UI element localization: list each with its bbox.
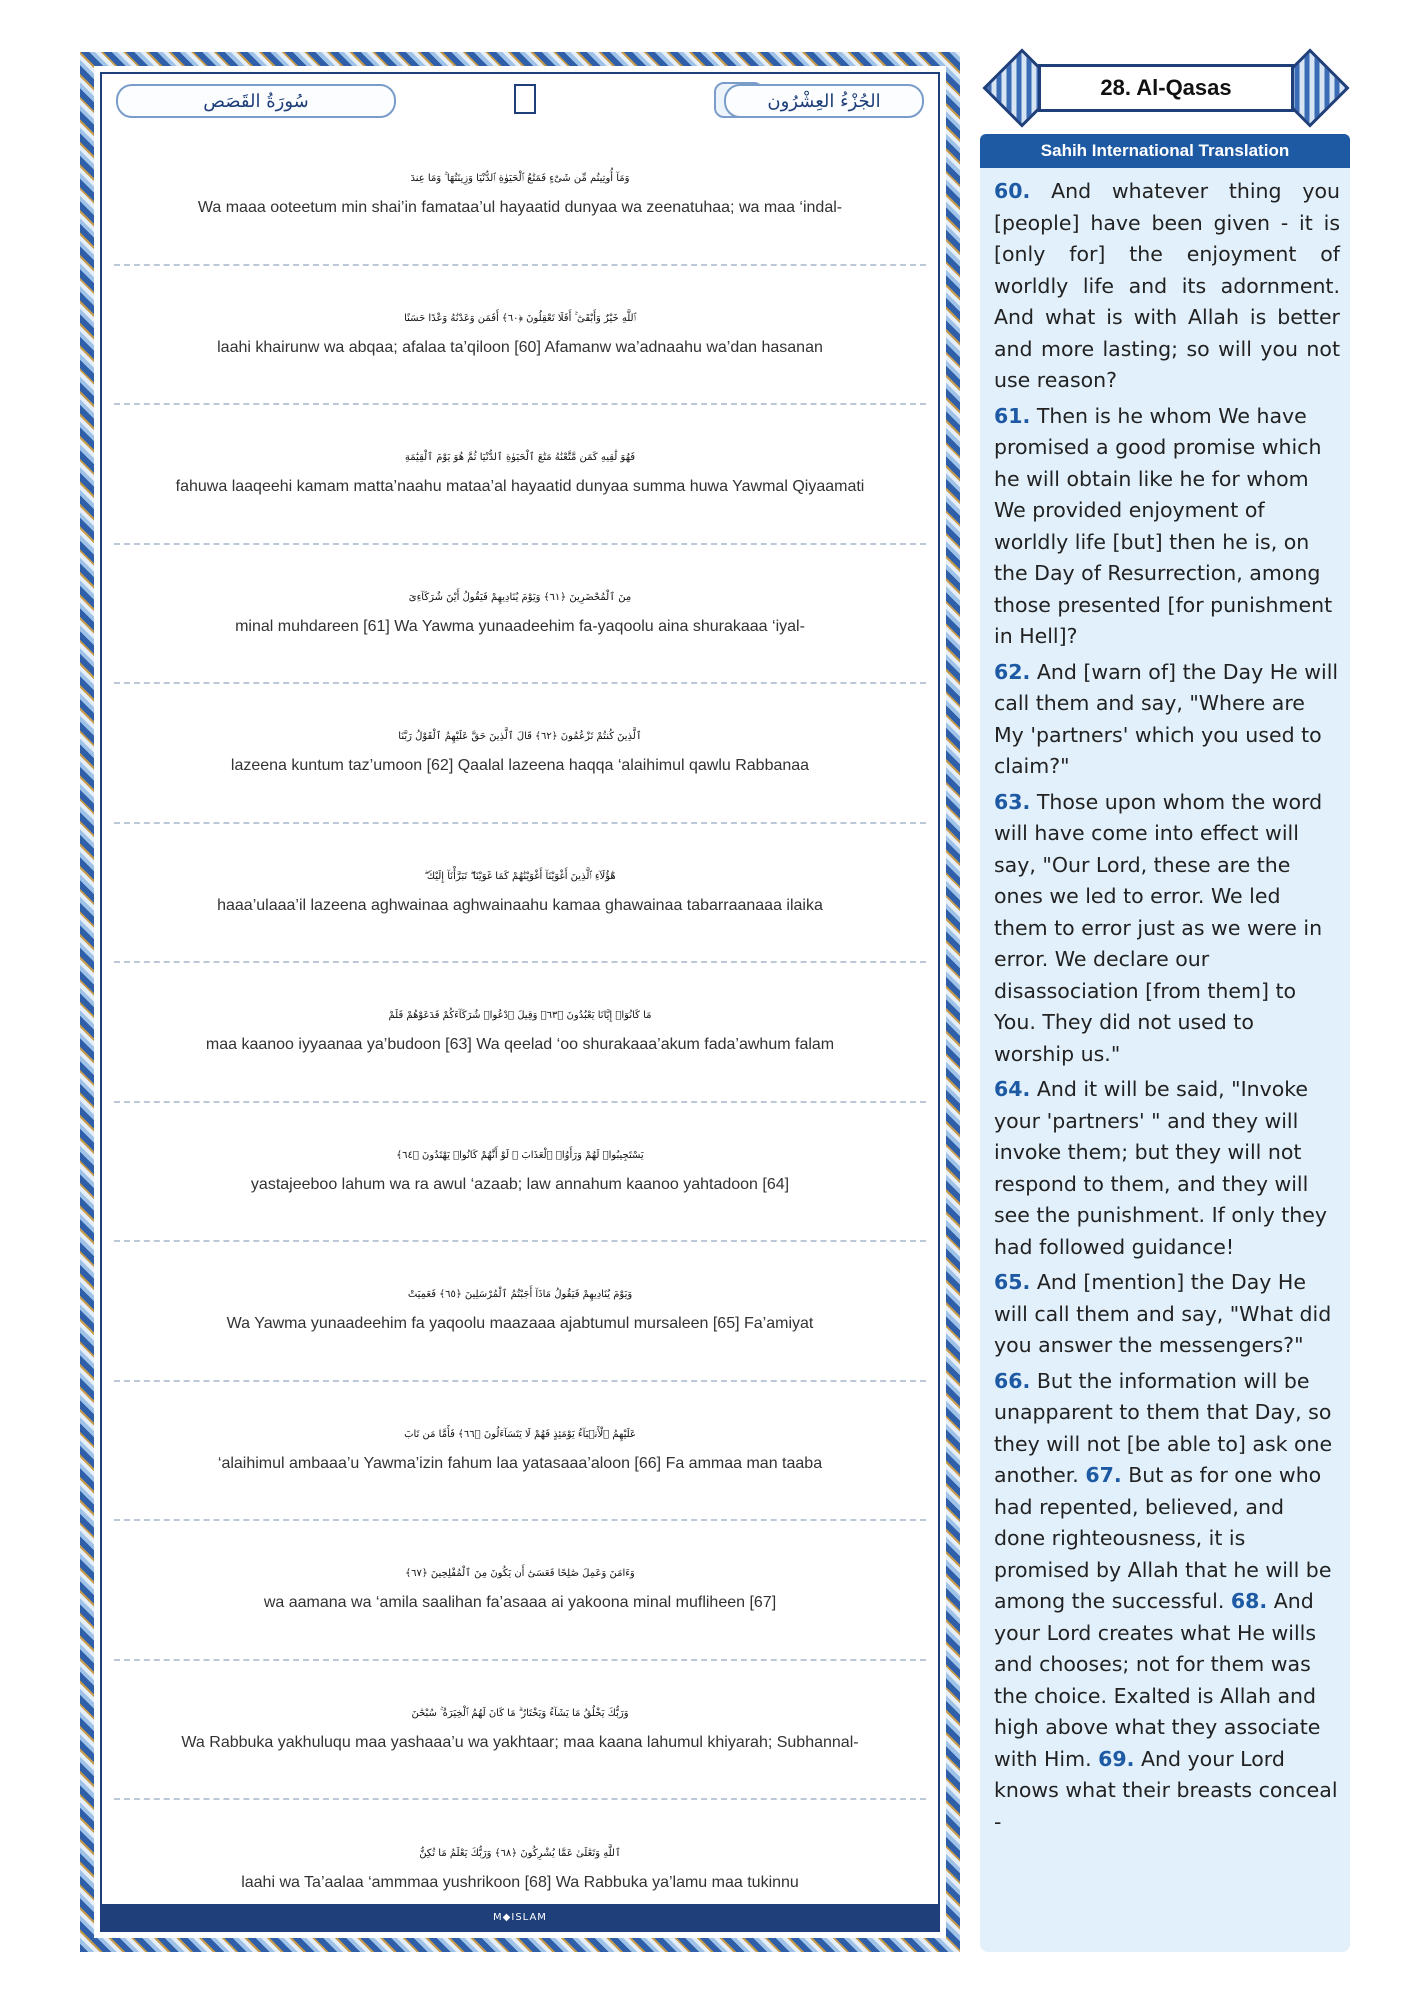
transliteration-text: minal muhdareen [61] Wa Yawma yunaadeehim fa-yaqoolu aina shurakaaa ‘iyal- xyxy=(235,617,805,635)
transliteration-text: ‘alaihimul ambaaa’u Yawma’izin fahum laa yatasaaa’aloon [66] Fa ammaa man taaba xyxy=(217,1454,823,1472)
verse-line xyxy=(114,1242,926,1382)
transliteration-text: yastajeeboo lahum wa ra awul ‘azaab; law annahum kaanoo yahtadoon [64] xyxy=(250,1175,790,1193)
translation-verse xyxy=(994,657,1340,783)
translation-header: Sahih International Translation xyxy=(980,134,1350,168)
verse-text: And your Lord creates what He wills and chooses; not for them was the choice. Exalted is Allah and high above what they associate with Him. xyxy=(994,1589,1321,1771)
brand-logo: M◆ISLAM xyxy=(485,1910,555,1925)
transliteration-text: laahi wa Ta’aalaa ‘ammmaa yushrikoon [68] Wa Rabbuka ya’lamu maa tukinnu xyxy=(241,1874,799,1892)
verse-line xyxy=(114,1103,926,1243)
transliteration-text: Wa Yawma yunaadeehim fa yaqoolu maazaaa ajabtumul mursaleen [65] Fa’amiyat xyxy=(226,1315,814,1333)
quran-page-frame xyxy=(100,72,940,1932)
arabic-text: وَمَآ أُوتِيتُم مِّن شَىْءٍ فَمَتَٰعُ ٱلْحَيَوٰةِ ٱلدُّنْيَا وَزِينَتُهَا ۚ وَمَا عِندَ xyxy=(410,173,630,185)
verse-number: 68. xyxy=(1230,1589,1268,1613)
arabic-text: ٱللَّهِ وَتَعَٰلَىٰ عَمَّا يُشْرِكُونَ ﴿٦٨﴾ وَرَبُّكَ يَعْلَمُ مَا تُكِنُّ xyxy=(419,1848,621,1860)
surah-title: 28. Al-Qasas xyxy=(1038,64,1294,112)
juz-header-label: الجُزْءُ العِشْرُون xyxy=(724,84,924,118)
translation-body xyxy=(980,168,1350,1838)
verse-lines xyxy=(114,126,926,1940)
surah-header-label: سُورَةُ القَصَص xyxy=(116,84,396,118)
verse-line xyxy=(114,1382,926,1522)
translation-verse xyxy=(994,1074,1340,1263)
verse-text: Then is he whom We have promised a good promise which he will obtain like he for whom We provided enjoyment of worldly life [but] then he is, on the Day of Resurrection, among those presented [for punishment in Hell]? xyxy=(994,403,1333,648)
verse-line xyxy=(114,1661,926,1801)
verse-number: 67. xyxy=(1085,1463,1122,1487)
verse-line xyxy=(114,545,926,685)
page-header xyxy=(116,80,924,120)
verse-line xyxy=(114,405,926,545)
arabic-text: وَرَبُّكَ يَخْلُقُ مَا يَشَآءُ وَيَخْتَارُ ۗ مَا كَانَ لَهُمُ ٱلْخِيَرَةُ ۚ سُبْحَٰنَ xyxy=(411,1707,629,1719)
transliteration-text: Wa maaa ooteetum min shai’in famataa’ul hayaatid dunyaa wa zeenatuhaa; wa maa ‘indal- xyxy=(197,199,843,217)
translation-verse xyxy=(994,176,1340,397)
arabic-text: وَيَوْمَ يُنَادِيهِمْ فَيَقُولُ مَاذَآ أَجَبْتُمُ ٱلْمُرْسَلِينَ ﴿٦٥﴾ فَعَمِيَتْ xyxy=(407,1289,633,1301)
verse-number: 69. xyxy=(1098,1746,1135,1771)
verse-number: 66. xyxy=(994,1368,1031,1393)
verse-text: Those upon whom the word will have come into effect will say, "Our Lord, these are the ones we led to error. We led them to error just as we were in error. We declare our disassociation [from them] to You. They did not used to worship us." xyxy=(994,789,1323,1066)
verse-number: 63. xyxy=(994,789,1031,814)
verse-text: And it will be said, "Invoke your 'partners' " and they will invoke them; but they will not respond to them, and they will see the punishment. If only they had followed guidance! xyxy=(994,1077,1328,1259)
verse-text: And [warn of] the Day He will call them and say, "Where are My 'partners' which you used to claim?" xyxy=(994,659,1339,778)
arabic-text: مَا كَانُوٓا۟ إِيَّانَا يَعْبُدُونَ ﴿٦٣﴾ وَقِيلَ ٱدْعُوا۟ شُرَكَآءَكُمْ فَدَعَوْهُمْ فَلَمْ xyxy=(388,1010,652,1022)
arabic-text: ٱلَّذِينَ كُنتُمْ تَزْعُمُونَ ﴿٦٢﴾ قَالَ ٱلَّذِينَ حَقَّ عَلَيْهِمُ ٱلْقَوْلُ رَبَّنَا xyxy=(398,731,642,743)
arabic-text: عَلَيْهِمُ ٱلْأَنۢبَآءُ يَوْمَئِذٍ فَهُمْ لَا يَتَسَآءَلُونَ ﴿٦٦﴾ فَأَمَّا مَن تَابَ xyxy=(404,1428,636,1440)
translation-verse xyxy=(994,401,1340,653)
verse-number: 61. xyxy=(994,403,1031,428)
arabic-text: ٱللَّهِ خَيْرٌ وَأَبْقَىٰٓ ۚ أَفَلَا تَعْقِلُونَ ﴿٦٠﴾ أَفَمَن وَعَدْنَٰهُ وَعْدًا حَسَنًا xyxy=(404,312,636,324)
transliteration-text: Wa Rabbuka yakhuluqu maa yashaaa’u wa yakhtaar; maa kaana lahumul khiyarah; Subhannal- xyxy=(181,1733,859,1751)
verse-text: And your Lord knows what their breasts conceal - xyxy=(994,1746,1338,1834)
verse-number: 64. xyxy=(994,1077,1031,1101)
translation-panel xyxy=(980,134,1350,1952)
verse-line xyxy=(114,126,926,266)
translation-verse xyxy=(994,787,1340,1071)
page-footer xyxy=(102,1904,938,1930)
transliteration-text: lazeena kuntum taz’umoon [62] Qaalal lazeena haqqa ‘alaihimul qawlu Rabbanaa xyxy=(230,757,810,775)
verse-text: And whatever thing you [people] have been given - it is [only for] the enjoyment of worldly life and its adornment. And what is with Allah is better and more lasting; so will you not use reason? xyxy=(994,179,1340,392)
verse-line xyxy=(114,266,926,406)
transliteration-text: maa kaanoo iyyaanaa ya’budoon [63] Wa qeelad ‘oo shurakaaa’akum fada’awhum falam xyxy=(205,1036,835,1054)
arabic-text: هَٰٓؤُلَآءِ ٱلَّذِينَ أَغْوَيْنَآ أَغْوَيْنَٰهُمْ كَمَا غَوَيْنَا ۖ تَبَرَّأْنَآ إِلَيْكَ ۖ xyxy=(424,870,616,882)
transliteration-text: laahi khairunw wa abqaa; afalaa ta’qiloon [60] Afamanw wa’adnaahu wa’dan hasanan xyxy=(217,338,823,356)
translation-verse xyxy=(994,1267,1340,1362)
translation-verse xyxy=(994,1366,1340,1839)
verse-number: 65. xyxy=(994,1270,1031,1294)
verse-number: 62. xyxy=(994,659,1031,684)
verse-line xyxy=(114,684,926,824)
verse-line xyxy=(114,963,926,1103)
surah-banner xyxy=(986,56,1346,120)
page-marker-icon xyxy=(514,84,536,114)
arabic-text: فَهُوَ لَٰقِيهِ كَمَن مَّتَّعْنَٰهُ مَتَٰعَ ٱلْحَيَوٰةِ ٱلدُّنْيَا ثُمَّ هُوَ يَوْمَ ٱلْقِيَٰمَةِ xyxy=(404,452,636,464)
verse-line xyxy=(114,1521,926,1661)
transliteration-text: fahuwa laaqeehi kamam matta’naahu mataa’al hayaatid dunyaa summa huwa Yawmal Qiyaamati xyxy=(175,478,865,496)
arabic-text: مِنَ ٱلْمُحْضَرِينَ ﴿٦١﴾ وَيَوْمَ يُنَادِيهِمْ فَيَقُولُ أَيْنَ شُرَكَآءِىَ xyxy=(408,591,632,603)
verse-text: But the information will be unapparent to them that Day, so they will not [be able to] ask one another. xyxy=(994,1368,1333,1487)
transliteration-text: wa aamana wa ‘amila saalihan fa’asaaa ai yakoona minal mufliheen [67] xyxy=(263,1594,777,1612)
verse-text: And [mention] the Day He will call them and say, "What did you answer the messengers?" xyxy=(994,1270,1332,1357)
verse-text: But as for one who had repented, believed, and done righteousness, it is promised by Allah that he will be among the successful. xyxy=(994,1463,1332,1613)
arabic-text: يَسْتَجِيبُوا۟ لَهُمْ وَرَأَوُا۟ ٱلْعَذَابَ ۚ لَوْ أَنَّهُمْ كَانُوا۟ يَهْتَدُونَ ﴿٦٤﴾ xyxy=(396,1149,644,1161)
arabic-text: وَءَامَنَ وَعَمِلَ صَٰلِحًا فَعَسَىٰٓ أَن يَكُونَ مِنَ ٱلْمُفْلِحِينَ ﴿٦٧﴾ xyxy=(405,1568,635,1580)
verse-line xyxy=(114,824,926,964)
verse-number: 60. xyxy=(994,179,1031,203)
transliteration-text: haaa’ulaaa’il lazeena aghwainaa aghwainaahu kamaa ghawainaa tabarraanaaa ilaika xyxy=(217,896,823,914)
quran-page xyxy=(80,52,960,1952)
